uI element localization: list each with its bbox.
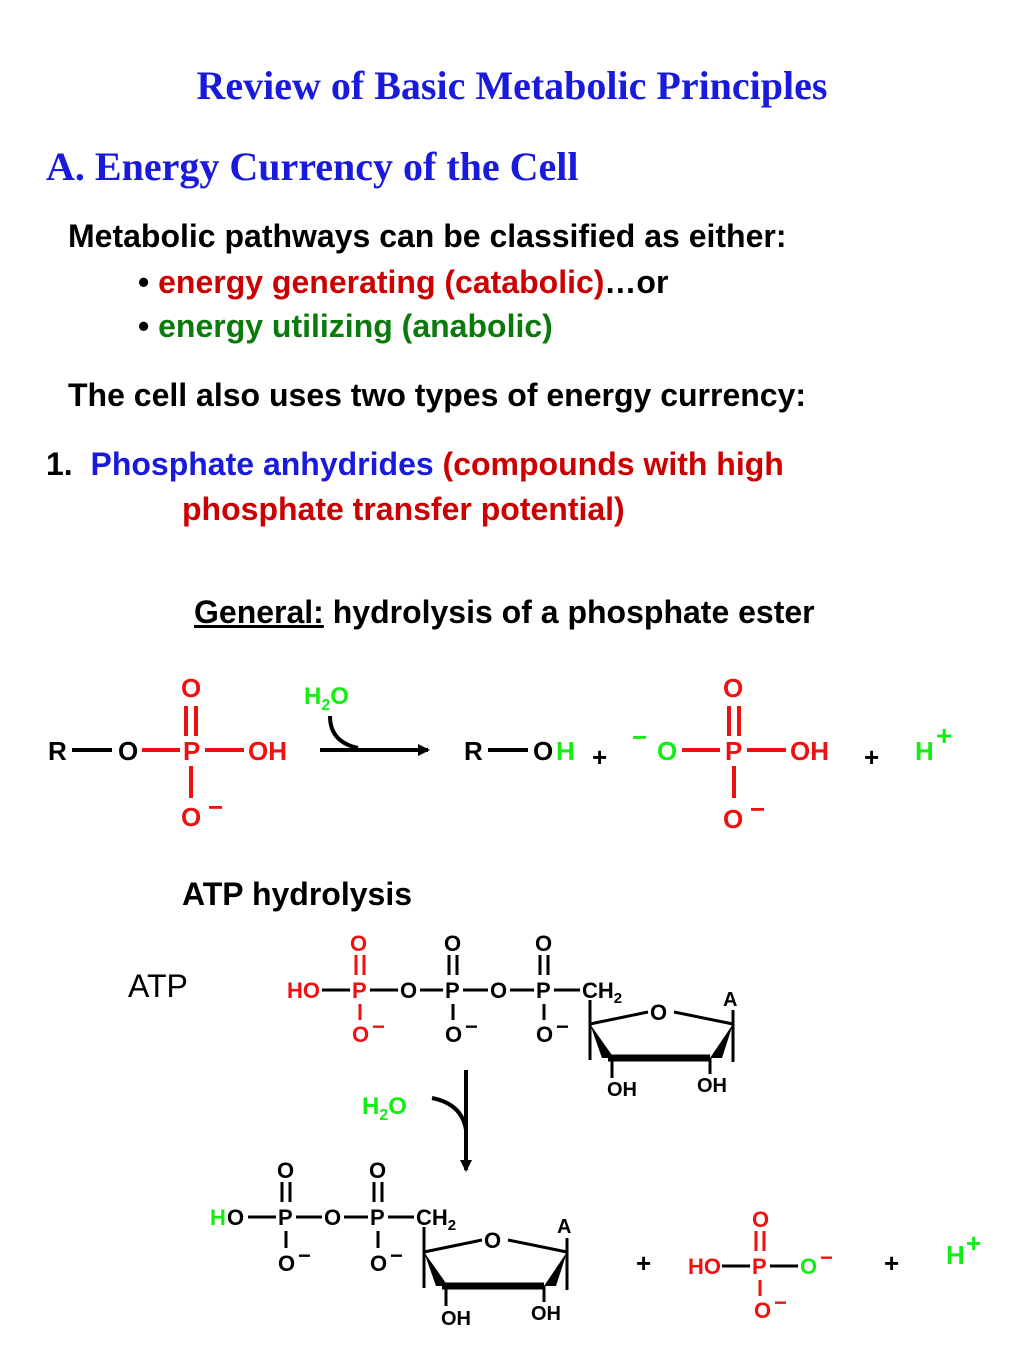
svg-text:O: O — [350, 931, 368, 956]
svg-text:R: R — [464, 736, 483, 766]
svg-text:H: H — [210, 1205, 226, 1230]
svg-text:−: − — [556, 1014, 569, 1039]
svg-text:O: O — [324, 1205, 342, 1230]
item-desc-1: (compounds with high — [442, 446, 784, 482]
water-reagent — [304, 683, 358, 748]
svg-text:OH: OH — [441, 1308, 471, 1330]
svg-text:CH2: $CH_2$ — [582, 978, 623, 1007]
svg-text:O: O — [535, 931, 553, 956]
svg-text:H: H — [556, 736, 575, 766]
alcohol-product — [464, 736, 575, 766]
svg-text:O: O — [352, 1022, 370, 1047]
page-title: Review of Basic Metabolic Principles — [196, 63, 828, 108]
intro-text: Metabolic pathways can be classified as either: — [68, 218, 787, 254]
svg-text:P: P — [752, 1254, 767, 1279]
svg-text:O: O — [370, 1251, 388, 1276]
svg-text:O: O — [369, 1158, 387, 1183]
svg-text:OH: OH — [697, 1075, 727, 1097]
svg-text:OH: OH — [607, 1079, 637, 1101]
atp-label: ATP — [128, 968, 188, 1004]
svg-text:A: A — [723, 989, 738, 1011]
svg-text:H: H — [946, 1240, 965, 1270]
svg-text:O: O — [444, 931, 462, 956]
svg-text:O: O — [723, 804, 744, 834]
item-number: 1. — [46, 446, 73, 482]
svg-text:O: O — [277, 1158, 295, 1183]
plus-sign: + — [636, 1248, 652, 1278]
svg-text:P: P — [370, 1205, 385, 1230]
svg-text:O: O — [181, 673, 202, 703]
svg-text:P: P — [536, 978, 551, 1003]
svg-text:O: O — [490, 978, 508, 1003]
svg-text:O: O — [533, 736, 554, 766]
svg-text:P: P — [183, 736, 201, 766]
or-suffix: …or — [604, 264, 669, 300]
svg-text:A: A — [557, 1216, 572, 1238]
general-label: General: — [194, 594, 324, 630]
currency-text: The cell also uses two types of energy currency: — [68, 377, 807, 413]
svg-text:O: O — [657, 736, 678, 766]
svg-text:CH2: $CH_2$ — [416, 1205, 457, 1234]
phosphate-anhydrides-label: Phosphate anhydrides — [90, 446, 434, 482]
svg-text:O: O — [752, 1207, 770, 1232]
svg-text:−: − — [208, 792, 224, 822]
proton — [915, 720, 952, 766]
svg-text:O: O — [723, 673, 744, 703]
inorganic-phosphate — [688, 1207, 833, 1323]
phosphate-ester-structure — [48, 673, 287, 832]
svg-text:HO: HO — [688, 1254, 721, 1279]
svg-text:O: O — [650, 1000, 668, 1025]
svg-text:P: P — [352, 978, 367, 1003]
svg-text:OH: OH — [531, 1303, 561, 1325]
svg-text:HO: HO — [287, 978, 320, 1003]
catabolic-label: energy generating (catabolic) — [158, 264, 605, 300]
svg-text:O: O — [800, 1254, 818, 1279]
svg-text:O: O — [227, 1205, 245, 1230]
phosphate-product — [632, 673, 829, 834]
svg-text:O: O — [536, 1022, 554, 1047]
svg-text:+: + — [966, 1228, 982, 1258]
svg-text:−: − — [298, 1243, 311, 1268]
svg-text:H2O: $H_2O$ — [362, 1093, 407, 1124]
svg-text:−: − — [632, 722, 648, 752]
svg-text:P: P — [278, 1205, 293, 1230]
bullet-marker: • — [138, 308, 150, 344]
water-reagent — [362, 1093, 466, 1130]
svg-text:H2O: $H_2O$ — [304, 683, 349, 714]
svg-text:−: − — [372, 1014, 385, 1039]
svg-text:−: − — [774, 1290, 787, 1315]
svg-text:OH: OH — [790, 736, 829, 766]
svg-text:OH: OH — [248, 736, 287, 766]
svg-text:O: O — [278, 1251, 296, 1276]
svg-text:O: O — [118, 736, 139, 766]
svg-text:O: O — [445, 1022, 463, 1047]
plus-sign: + — [884, 1248, 900, 1278]
svg-text:−: − — [465, 1014, 478, 1039]
general-text: hydrolysis of a phosphate ester — [332, 594, 815, 630]
svg-text:H: H — [915, 736, 934, 766]
bullet-marker: • — [138, 264, 150, 300]
plus-sign: + — [864, 742, 880, 772]
svg-text:O: O — [181, 802, 202, 832]
svg-text:O: O — [754, 1298, 772, 1323]
svg-text:+: + — [936, 720, 953, 751]
svg-text:P: P — [725, 736, 743, 766]
section-heading: A. Energy Currency of the Cell — [46, 144, 579, 189]
svg-text:−: − — [390, 1243, 403, 1268]
anabolic-label: energy utilizing (anabolic) — [158, 308, 553, 344]
svg-text:−: − — [750, 794, 766, 824]
svg-text:P: P — [445, 978, 460, 1003]
item-desc-2: phosphate transfer potential) — [182, 491, 625, 527]
svg-text:O: O — [484, 1228, 502, 1253]
proton — [946, 1228, 981, 1270]
svg-text:−: − — [820, 1245, 833, 1270]
atp-hydrolysis-heading: ATP hydrolysis — [182, 876, 412, 912]
atp-structure — [287, 931, 737, 1101]
svg-text:O: O — [400, 978, 418, 1003]
plus-sign: + — [592, 742, 608, 772]
adp-structure — [210, 1158, 571, 1330]
svg-text:R: R — [48, 736, 67, 766]
